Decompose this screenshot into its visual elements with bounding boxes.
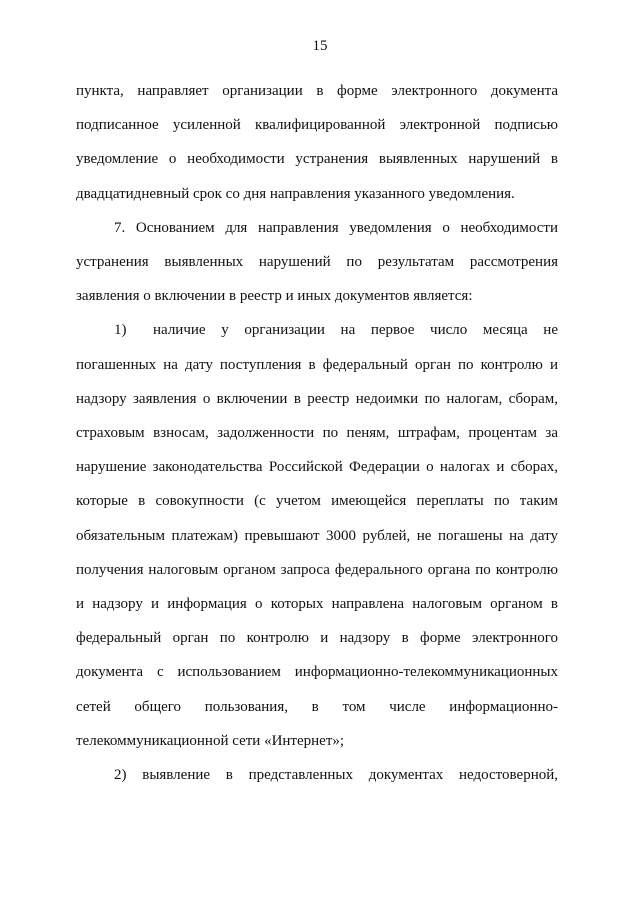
list-item-1 [76,313,558,758]
paragraph-section-7: 7. Основанием для направления уведомления о необходимости устранения выявленных нарушений по результатам рассмотрения заявления о включении в реестр и иных документов является: [76,219,558,305]
page-number: 15 [312,38,328,54]
paragraph-continuation: пункта, направляет организации в форме электронного документа подписанное усиленной квалифицированной электронной подписью уведомление о необходимости устранения выявленных нарушений в двадцатидневный срок со дня направления указанного уведомления. [76,83,558,202]
list-item-2: 2) выявление в представленных документах недостоверной, [114,767,558,784]
document-body [76,74,558,792]
list-item-1-text: наличие у организации на первое число месяца не погашенных на дату поступления в федеральный орган по контролю и надзору заявления о включении в реестр недоимки по налогам, сборам, страховым взносам, задолженности по пеням, штрафам, процентам за нарушение законодательства Российской Федерации о налогах и сборах, которые в совокупности (с учетом имеющейся переплаты по таким обязательным платежам) превышают 3000 рублей, не погашены на дату получения налоговым органом запроса федерального органа по контролю и надзору и информация о которых направлена налоговым органом в федеральный орган по контролю и надзору в форме электронного документа с использованием информационно-телекоммуникационных сетей общего пользования, в том числе информационно-телекоммуникационной сети «Интернет»; [76,322,558,749]
list-item-1-number: 1) [114,322,127,339]
